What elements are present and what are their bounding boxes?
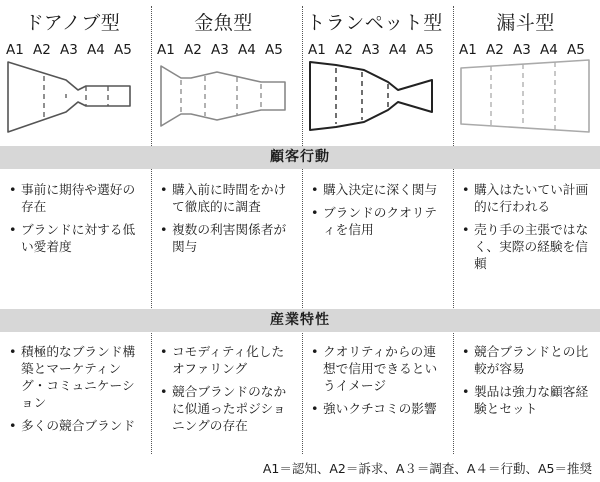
industry-list-funnel bbox=[461, 343, 593, 423]
section-title-customer: 顧客行動 bbox=[270, 149, 330, 165]
list-item: • 製品は強力な顧客経験とセット bbox=[461, 383, 593, 417]
list-item: • 購入はたいてい計画的に行われる bbox=[461, 181, 593, 215]
stage-label-a2: A2 bbox=[486, 42, 504, 58]
stage-label-a1: A1 bbox=[459, 42, 477, 58]
stage-legend: A1＝認知、A2＝訴求、A３＝調査、A４＝行動、A5＝推奨 bbox=[262, 461, 592, 476]
column-title: 金魚型 bbox=[194, 12, 253, 34]
path-outline bbox=[8, 62, 130, 132]
industry-list-doorknob bbox=[8, 343, 140, 440]
list-item: • コモディティ化したオファリング bbox=[159, 343, 291, 377]
path-outline bbox=[161, 66, 285, 126]
stage-label-a5: A5 bbox=[265, 42, 283, 58]
list-item: • 複数の利害関係者が関与 bbox=[159, 221, 291, 255]
stage-label-a5: A5 bbox=[114, 42, 132, 58]
stage-label-a3: A3 bbox=[362, 42, 380, 58]
list-item: • ブランドのクオリティを信用 bbox=[310, 204, 442, 238]
path-shape-goldfish bbox=[157, 58, 292, 134]
stage-label-a1: A1 bbox=[157, 42, 175, 58]
column-divider bbox=[453, 6, 454, 454]
customer-list-goldfish bbox=[159, 181, 291, 261]
stage-label-a4: A4 bbox=[389, 42, 407, 58]
customer-list-doorknob bbox=[8, 181, 140, 261]
list-item: • 売り手の主張ではなく、実際の経験を信頼 bbox=[461, 221, 593, 272]
stage-label-a2: A2 bbox=[335, 42, 353, 58]
column-title: 漏斗型 bbox=[496, 12, 555, 34]
customer-list-trumpet bbox=[310, 181, 442, 244]
path-outline bbox=[461, 60, 589, 132]
list-item: • 強いクチコミの影響 bbox=[310, 400, 442, 417]
stage-label-a3: A3 bbox=[513, 42, 531, 58]
stage-label-a3: A3 bbox=[211, 42, 229, 58]
list-item: • クオリティからの連想で信用できるというイメージ bbox=[310, 343, 442, 394]
path-shape-trumpet bbox=[308, 58, 443, 134]
list-item: • 競合ブランドとの比較が容易 bbox=[461, 343, 593, 377]
list-item: • 積極的なブランド構築とマーケティング・コミュニケーション bbox=[8, 343, 140, 411]
customer-list-funnel bbox=[461, 181, 593, 278]
industry-list-trumpet bbox=[310, 343, 442, 423]
column-divider bbox=[151, 6, 152, 454]
column-divider bbox=[302, 6, 303, 454]
stage-label-a5: A5 bbox=[416, 42, 434, 58]
path-shape-doorknob bbox=[6, 58, 141, 134]
industry-list-goldfish bbox=[159, 343, 291, 440]
list-item: • 多くの競合ブランド bbox=[8, 417, 140, 434]
stage-label-a4: A4 bbox=[238, 42, 256, 58]
section-title-industry: 産業特性 bbox=[270, 312, 330, 328]
path-shape-funnel bbox=[459, 58, 594, 134]
list-item: • 購入前に時間をかけて徹底的に調査 bbox=[159, 181, 291, 215]
stage-label-a1: A1 bbox=[6, 42, 24, 58]
stage-label-a4: A4 bbox=[540, 42, 558, 58]
column-title: トランペット型 bbox=[306, 12, 443, 34]
list-item: • ブランドに対する低い愛着度 bbox=[8, 221, 140, 255]
stage-label-a1: A1 bbox=[308, 42, 326, 58]
stage-label-a5: A5 bbox=[567, 42, 585, 58]
stage-label-a3: A3 bbox=[60, 42, 78, 58]
list-item: • 購入決定に深く関与 bbox=[310, 181, 442, 198]
column-title: ドアノブ型 bbox=[24, 12, 121, 34]
stage-label-a2: A2 bbox=[184, 42, 202, 58]
list-item: • 競合ブランドのなかに似通ったポジショニングの存在 bbox=[159, 383, 291, 434]
stage-label-a2: A2 bbox=[33, 42, 51, 58]
list-item: • 事前に期待や選好の存在 bbox=[8, 181, 140, 215]
stage-label-a4: A4 bbox=[87, 42, 105, 58]
path-outline bbox=[310, 62, 432, 130]
